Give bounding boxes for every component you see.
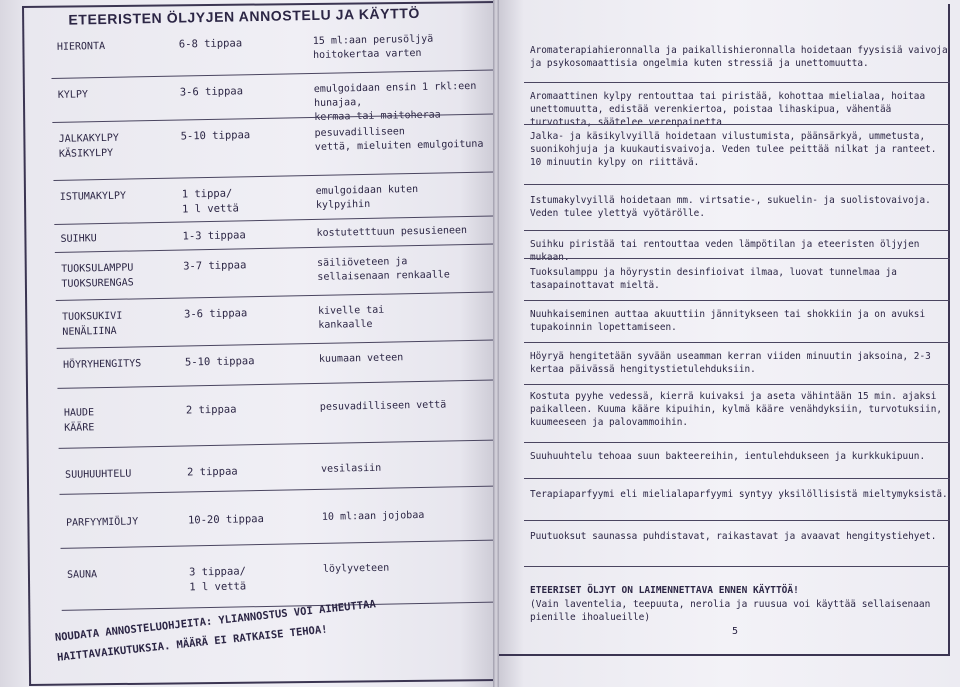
- row-description: Aromaattinen kylpy rentouttaa tai piristää, kohottaa mielialaa, hoitaa unettomuutta, edistää verenkiertoa, poistaa lihaskipua, vähentää turvotusta, säätelee verenpainetta: [530, 91, 926, 128]
- row-divider: [524, 342, 950, 343]
- row-divider: [524, 184, 950, 185]
- row-divider: [59, 439, 500, 449]
- usage-method: kostutetttuun pesusieneen: [316, 225, 468, 239]
- row-divider: [524, 566, 950, 567]
- dose: 3-6 tippaa: [179, 85, 244, 99]
- right-page: [496, 0, 960, 687]
- row-description: Tuoksulamppu ja höyrystin desinfioivat ilmaa, luovat tunnelmaa ja tasapainottavat mieltä.: [530, 267, 897, 291]
- usage-method: emulgoidaan ensin 1 rkl:een hunajaa, kermaa tai maitoheraa: [313, 80, 477, 123]
- method-name: KYLPY: [57, 89, 89, 101]
- usage-method: kivelle tai kankaalle: [317, 304, 385, 331]
- method-name: ISTUMAKYLPY: [59, 190, 127, 203]
- row-description: Suuhuuhtelu tehoaa suun bakteereihin, ientulehdukseen ja kurkkukipuun.: [530, 451, 926, 462]
- method-name: HIERONTA: [56, 40, 106, 53]
- row-description: Aromaterapiahieronnalla ja paikallishieronnalla hoidetaan fyysisiä vaivoja ja psykosomaattisia ongelmia kuten stressiä ja unettomuutta.: [530, 45, 948, 69]
- dose: 3-6 tippaa: [183, 307, 248, 321]
- row-description: Jalka- ja käsikylvyillä hoidetaan vilustumista, päänsärkyä, ummetusta, suonikohjuja ja kuukautisvaivoja. Veden tulee peittää nilkat ja ranteet. 10 minuutin kylpy on riittävä.: [530, 131, 937, 168]
- row-description: Puutuoksut saunassa puhdistavat, raikastavat ja avaavat hengitystiehyet.: [530, 531, 937, 542]
- dose: 5-10 tippaa: [184, 355, 255, 369]
- row-divider: [524, 124, 950, 125]
- description-column: [522, 0, 952, 687]
- row-description: Höyryä hengitetään syvään useamman kerran viiden minuutin jaksoina, 2-3 kertaa päivässä hengitystietulehduksiin.: [530, 351, 931, 375]
- dilution-note: [530, 584, 950, 625]
- row-description: Nuuhkaiseminen auttaa akuuttiin jännitykseen tai shokkiin ja on avuksi tupakoinnin lopettamiseen.: [530, 309, 926, 333]
- row-divider: [57, 379, 500, 389]
- row-divider: [51, 69, 500, 79]
- dosage-warning: NOUDATA ANNOSTELUOHJEITA: YLIANNOSTUS VOI AIHEUTTAA HAITTAVAIKUTUKSIA. MÄÄRÄ EI RATKAISE TEHOA!: [54, 598, 377, 664]
- table-row: [60, 507, 500, 529]
- dose: 2 tippaa: [185, 403, 237, 417]
- dosage-table: [50, 0, 500, 687]
- page-number: 5: [732, 626, 739, 637]
- dilution-note-title: ETEERISET ÖLJYT ON LAIMENNETTAVA ENNEN KÄYTTÖÄ!: [530, 585, 799, 596]
- row-divider: [61, 539, 500, 549]
- method-name: SAUNA: [66, 569, 98, 581]
- table-row: [53, 123, 500, 160]
- row-description: Terapiaparfyymi eli mielialaparfyymi syntyy yksilöllisistä mieltymyksistä.: [530, 489, 948, 500]
- table-row: [51, 31, 500, 61]
- row-description: Istumakylvyillä hoidetaan mm. virtsatie-, sukuelin- ja suolistovaivoja. Veden tulee ylettyä vyötärölle.: [530, 195, 931, 219]
- book-gutter: [493, 0, 499, 687]
- method-name: PARFYYMIÖLJY: [65, 516, 139, 529]
- row-divider: [57, 339, 500, 349]
- table-row: [58, 397, 500, 434]
- dose: 5-10 tippaa: [180, 129, 251, 143]
- row-divider: [53, 171, 500, 181]
- row-description: Suihku piristää tai rentouttaa veden lämpötilan ja eteeristen öljyjen mukaan.: [530, 239, 920, 263]
- row-divider: [524, 82, 950, 83]
- method-name: HÖYRYHENGITYS: [62, 358, 142, 371]
- row-divider: [524, 300, 950, 301]
- dose: 3 tippaa/ 1 l vettä: [188, 565, 247, 594]
- usage-method: 10 ml:aan jojobaa: [321, 509, 425, 523]
- dose: 10-20 tippaa: [187, 512, 264, 527]
- usage-method: 15 ml:aan perusöljyä hoitokertaa varten: [312, 33, 434, 61]
- row-divider: [524, 520, 950, 521]
- table-row: [54, 223, 500, 245]
- usage-method: löylyveteen: [322, 562, 390, 575]
- table-row: [56, 301, 500, 338]
- row-divider: [54, 215, 500, 225]
- usage-method: pesuvadilliseen vettä, mieluiten emulgoituna: [314, 126, 484, 153]
- row-divider: [524, 478, 950, 479]
- row-divider: [59, 485, 500, 495]
- usage-method: pesuvadilliseen vettä: [319, 399, 447, 413]
- row-divider: [524, 258, 950, 259]
- method-name: JALKAKYLPY KÄSIKYLPY: [58, 132, 119, 160]
- usage-method: vesilasiin: [320, 462, 382, 475]
- table-row: [57, 349, 500, 371]
- method-name: TUOKSUKIVI NENÄLIINA: [61, 310, 123, 338]
- dilution-note-text: (Vain laventelia, teepuuta, nerolia ja ruusua voi käyttää sellaisenaan pienille ihoalueille): [530, 598, 931, 623]
- row-description: Kostuta pyyhe vedessä, kierrä kuivaksi ja aseta vähintään 15 min. ajaksi paikalleen. Kuuma kääre kipuihin, kylmä kääre venähdyksiin, turvotuksiin, kuumeeseen ja palovammoihin.: [530, 391, 943, 428]
- dose: 1 tippa/ 1 l vettä: [181, 187, 240, 216]
- dose: 3-7 tippaa: [183, 259, 247, 273]
- table-row: [61, 559, 500, 594]
- method-name: HAUDE KÄÄRE: [63, 407, 95, 434]
- usage-method: säiliöveteen ja sellaisenaan renkaalle: [317, 256, 450, 283]
- dose: 2 tippaa: [186, 465, 238, 479]
- table-row: [54, 181, 500, 216]
- usage-method: emulgoidaan kuten kylpyihin: [315, 183, 419, 211]
- page-title: ETEERISTEN ÖLJYJEN ANNOSTELU JA KÄYTTÖ: [68, 4, 421, 28]
- row-divider: [524, 384, 950, 385]
- method-name: TUOKSULAMPPU TUOKSURENGAS: [61, 262, 134, 290]
- row-divider: [524, 442, 950, 443]
- dose: 6-8 tippaa: [178, 37, 243, 51]
- method-name: SUIHKU: [60, 233, 97, 245]
- table-row: [59, 459, 500, 481]
- row-divider: [524, 230, 950, 231]
- method-name: SUUHUUHTELU: [65, 468, 132, 481]
- table-row: [55, 253, 500, 290]
- dose: 1-3 tippaa: [182, 229, 246, 243]
- table-row: [52, 79, 500, 123]
- row-divider: [56, 291, 500, 301]
- usage-method: kuumaan veteen: [318, 352, 404, 365]
